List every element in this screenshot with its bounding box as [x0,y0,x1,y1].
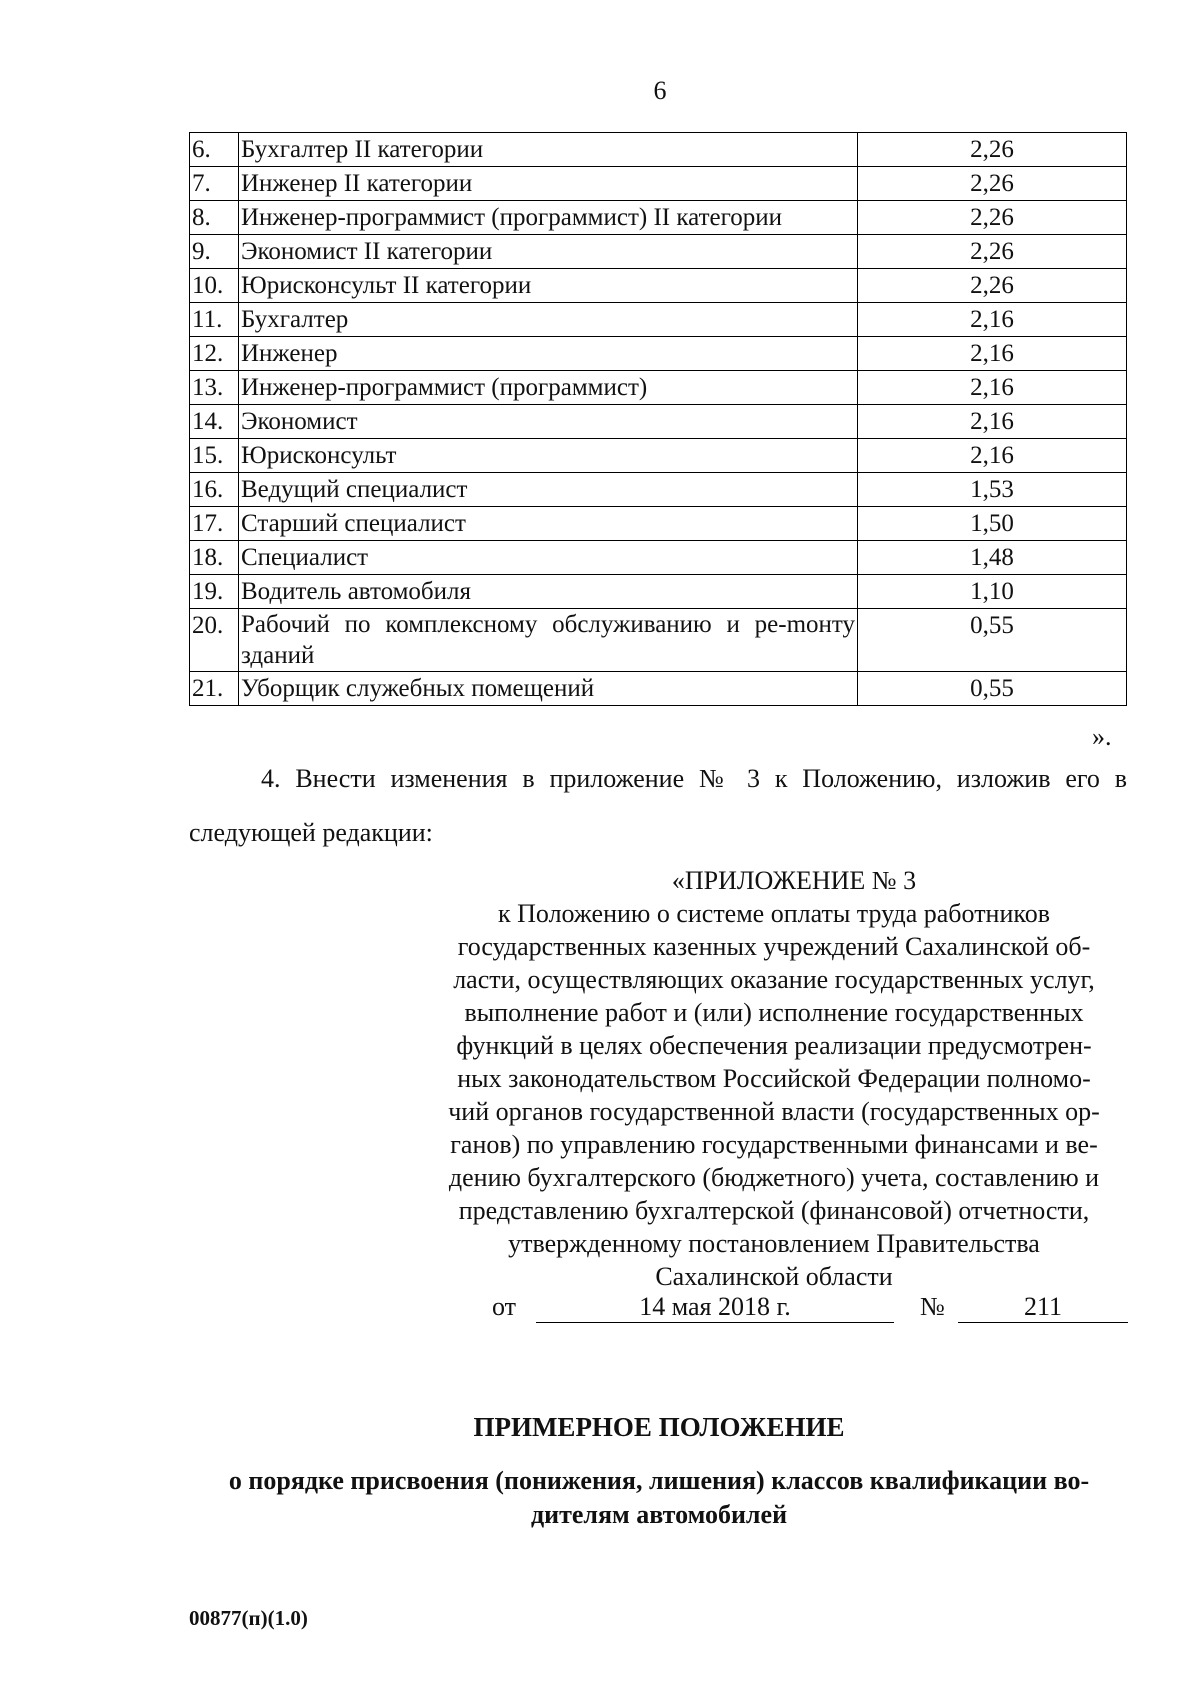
table-row [190,337,1127,371]
row-number: 13. [190,371,239,405]
row-number: 10. [190,269,239,303]
row-number: 21. [190,672,239,706]
coefficient-value: 2,26 [858,269,1127,303]
appendix-line: Сахалинской области [655,1262,893,1291]
coefficient-table [189,132,1127,706]
coefficient-value: 2,16 [858,303,1127,337]
row-number: 11. [190,303,239,337]
row-number: 12. [190,337,239,371]
coefficient-value: 1,50 [858,507,1127,541]
position-name: Водитель автомобиля [239,575,858,609]
table-row [190,473,1127,507]
position-name: Инженер [239,337,858,371]
position-name: Инженер II категории [239,167,858,201]
page-number: 6 [653,76,667,105]
coefficient-value: 1,53 [858,473,1127,507]
row-number: 16. [190,473,239,507]
coefficient-value: 2,16 [858,405,1127,439]
subtitle-line-1: о порядке присвоения (понижения, лишения) классов квалификации во- [228,1466,1090,1495]
appendix-line: чий органов государственной власти (государственных ор- [448,1097,1100,1126]
position-name: Рабочий по комплексному обслуживанию и ре-mонту зданий [239,609,858,672]
coefficient-value: 1,48 [858,541,1127,575]
position-name: Ведущий специалист [239,473,858,507]
position-name: Экономист II категории [239,235,858,269]
appendix-text [420,897,1128,1293]
coefficient-value: 2,26 [858,201,1127,235]
table-row [190,507,1127,541]
appendix-line: представлению бухгалтерской (финансовой) отчетности, [458,1196,1090,1225]
table-row [190,269,1127,303]
document-title: ПРИМЕРНОЕ ПОЛОЖЕНИЕ [473,1412,845,1442]
row-number: 15. [190,439,239,473]
paragraph-4-line-2: следующей редакции: [189,818,433,847]
position-name: Инженер-программист (программист) II категории [239,201,858,235]
document-subtitle [189,1464,1129,1532]
appendix-line: выполнение работ и (или) исполнение государственных [464,998,1084,1027]
table-row [190,405,1127,439]
row-number: 7. [190,167,239,201]
coefficient-value: 2,26 [858,133,1127,167]
coefficient-value: 2,26 [858,167,1127,201]
paragraph-4-line-1: 4. Внести изменения в приложение № 3 к Положению, изложив его в [261,764,1127,793]
appendix-block [420,864,1128,1293]
position-name: Бухгалтер II категории [239,133,858,167]
position-name: Экономист [239,405,858,439]
coefficient-value: 0,55 [858,609,1127,672]
appendix-line: утвержденному постановлением Правительства [508,1229,1040,1258]
appendix-line: функций в целях обеспечения реализации предусмотрен- [456,1031,1092,1060]
row-number: 18. [190,541,239,575]
table-row [190,609,1127,672]
coefficient-value: 1,10 [858,575,1127,609]
position-name: Юрисконсульт II категории [239,269,858,303]
position-name: Специалист [239,541,858,575]
table-row [190,201,1127,235]
table-row [190,235,1127,269]
row-number: 19. [190,575,239,609]
appendix-line: ганов) по управлению государственными финансами и ве- [450,1130,1098,1159]
position-name: Инженер-программист (программист) [239,371,858,405]
appendix-line: дению бухгалтерского (бюджетного) учета, составлению и [448,1163,1100,1192]
approval-date: 14 мая 2018 г. [536,1292,894,1323]
position-name: Уборщик служебных помещений [239,672,858,706]
row-number: 14. [190,405,239,439]
closing-quote: ». [1092,722,1112,751]
coefficient-value: 2,16 [858,439,1127,473]
row-number: 17. [190,507,239,541]
document-code: 00877(п)(1.0) [189,1606,308,1630]
date-label: от [492,1292,517,1321]
coefficient-value: 2,26 [858,235,1127,269]
appendix-line: ласти, осуществляющих оказание государственных услуг, [453,965,1095,994]
row-number: 8. [190,201,239,235]
position-name: Юрисконсульт [239,439,858,473]
number-label: № [920,1292,945,1321]
approval-number: 211 [958,1292,1128,1323]
coefficient-value: 2,16 [858,337,1127,371]
approval-row [492,1292,1130,1328]
coefficient-value: 0,55 [858,672,1127,706]
appendix-line: к Положению о системе оплаты труда работников [498,899,1050,928]
table-row [190,303,1127,337]
coefficient-value: 2,16 [858,371,1127,405]
subtitle-line-2: дителям автомобилей [530,1500,788,1529]
appendix-line: государственных казенных учреждений Сахалинской об- [457,932,1091,961]
table-row [190,167,1127,201]
table-row [190,371,1127,405]
appendix-line: ных законодательством Российской Федерации полномо- [457,1064,1091,1093]
table-row [190,439,1127,473]
table-row [190,575,1127,609]
coefficient-table-body [190,133,1127,706]
row-number: 20. [190,609,239,672]
table-row [190,541,1127,575]
row-number: 9. [190,235,239,269]
table-row [190,672,1127,706]
table-row [190,133,1127,167]
position-name: Старший специалист [239,507,858,541]
appendix-heading: «ПРИЛОЖЕНИЕ № 3 [671,866,917,895]
row-number: 6. [190,133,239,167]
position-name: Бухгалтер [239,303,858,337]
